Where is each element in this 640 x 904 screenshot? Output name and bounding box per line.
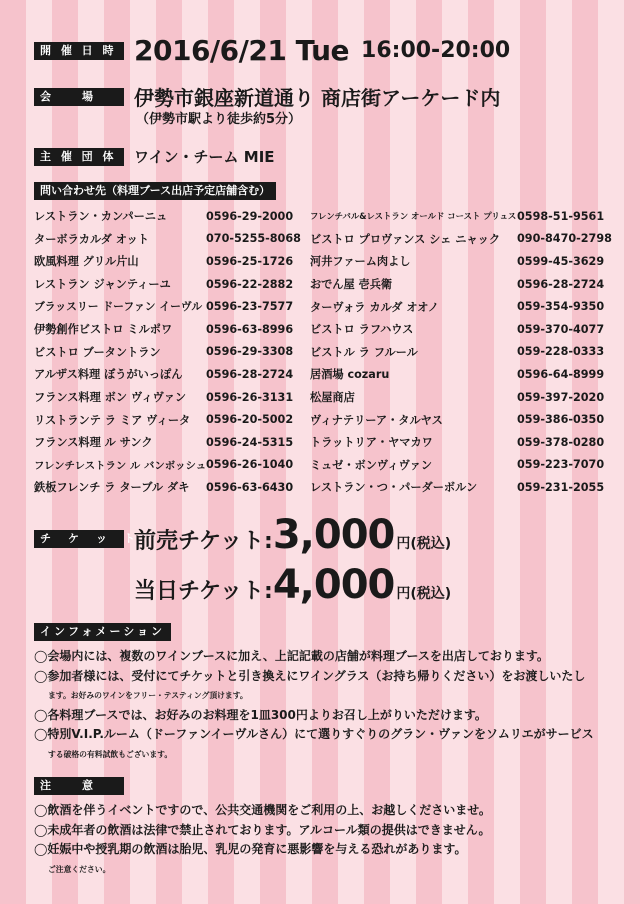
contact-name: ビストロ ブータントラン bbox=[34, 345, 161, 359]
contact-phone: 0596-20-5002 bbox=[206, 413, 294, 427]
contact-phone: 0596-29-3308 bbox=[206, 345, 294, 359]
information-label: インフォメーション bbox=[34, 623, 171, 641]
contact-row bbox=[34, 205, 614, 228]
notes-item-line: ◯妊娠中や授乳期の飲酒は胎児、乳児の発育に悪影響を与える恐れがあります。 bbox=[34, 842, 467, 857]
venue-access: （伊勢市駅より徒歩約5分） bbox=[136, 112, 302, 127]
contact-name: ミュゼ・ボンヴィヴァン bbox=[310, 458, 433, 472]
contact-name: フレンチバル&レストラン オールド コースト プリュス bbox=[310, 211, 517, 222]
information-section bbox=[34, 620, 624, 765]
contact-phone: 0596-26-1040 bbox=[206, 458, 294, 472]
information-item-line: ます。お好みのワインをフリー・テスティング頂けます。 bbox=[48, 691, 248, 701]
contact-name: 伊勢創作ビストロ ミルポワ bbox=[34, 323, 173, 337]
contact-phone: 0596-29-2000 bbox=[206, 209, 294, 223]
contact-phone: 0596-28-2724 bbox=[206, 367, 294, 381]
contact-name: ブラッスリー ドーファン イーヴル bbox=[34, 300, 203, 314]
door-ticket-label: 当日チケット: bbox=[134, 579, 273, 604]
contact-name: フランス料理 ボン ヴィヴァン bbox=[34, 391, 187, 405]
contact-row bbox=[34, 431, 614, 454]
contact-row bbox=[34, 295, 614, 318]
contact-row bbox=[34, 228, 614, 251]
contact-phone: 059-386-0350 bbox=[517, 413, 605, 427]
advance-ticket bbox=[34, 512, 451, 558]
information-item bbox=[34, 667, 624, 706]
advance-ticket-price: 3,000 bbox=[272, 512, 395, 558]
event-time: 16:00-20:00 bbox=[361, 38, 511, 63]
notes-item bbox=[34, 801, 624, 821]
information-item-line: ◯会場内には、複数のワインブースに加え、上記記載の店舗が料理ブースを出店しております。 bbox=[34, 649, 549, 663]
contact-name: アルザス料理 ぼうがいっぽん bbox=[34, 368, 183, 382]
contact-row bbox=[34, 318, 614, 341]
door-ticket bbox=[134, 562, 451, 608]
contact-phone: 059-370-4077 bbox=[517, 322, 605, 336]
contact-phone: 059-223-7070 bbox=[517, 458, 605, 472]
contact-phone: 070-5255-8068 bbox=[206, 232, 301, 246]
contact-name: レストラン・つ・パーダーボルン bbox=[310, 481, 478, 495]
date-label: 開 催 日 時 bbox=[34, 42, 124, 60]
contact-phone: 059-354-9350 bbox=[517, 300, 605, 314]
information-item-line: する破格の有料試飲もございます。 bbox=[48, 749, 173, 759]
contact-name: 居酒場 cozaru bbox=[310, 368, 390, 382]
contact-phone: 0596-25-1726 bbox=[206, 254, 294, 268]
event-date: 2016/6/21 Tue bbox=[134, 34, 350, 67]
contact-name: ビストロ ラフハウス bbox=[310, 323, 414, 337]
contact-name: 河井ファーム肉よし bbox=[310, 255, 411, 269]
information-item-line: ◯参加者様には、受付にてチケットと引き換えにワイングラス（お持ち帰りください）をお渡しいたし bbox=[34, 668, 586, 683]
contact-row bbox=[34, 273, 614, 296]
notes-item bbox=[34, 821, 624, 841]
contact-phone: 0596-24-5315 bbox=[206, 435, 294, 449]
contact-phone: 0599-45-3629 bbox=[517, 254, 605, 268]
contacts-label: 問い合わせ先（料理ブース出店予定店舗含む） bbox=[34, 182, 276, 200]
contact-phone: 0596-63-6430 bbox=[206, 480, 294, 494]
door-ticket-price: 4,000 bbox=[272, 562, 395, 608]
contact-phone: 0596-28-2724 bbox=[517, 277, 605, 291]
contact-phone: 059-231-2055 bbox=[517, 480, 605, 494]
organizer-row bbox=[34, 146, 275, 167]
contact-phone: 090-8470-2798 bbox=[517, 232, 612, 246]
contact-row bbox=[34, 454, 614, 477]
contact-name: ターヴォラ カルダ オオノ bbox=[310, 300, 439, 314]
contact-phone: 059-397-2020 bbox=[517, 390, 605, 404]
notes-item-line: ご注意ください。 bbox=[48, 864, 111, 874]
contacts-list bbox=[34, 205, 614, 499]
contact-phone: 0596-23-7577 bbox=[206, 300, 294, 314]
door-ticket-unit: 円(税込) bbox=[396, 586, 452, 602]
contact-phone: 059-378-0280 bbox=[517, 435, 605, 449]
notes-item-line: ◯飲酒を伴うイベントですので、公共交通機関をご利用の上、お越しくださいませ。 bbox=[34, 803, 491, 817]
contact-name: ターボラカルダ オット bbox=[34, 232, 149, 246]
contact-row bbox=[34, 363, 614, 386]
venue-label: 会 場 bbox=[34, 88, 124, 106]
venue-name: 伊勢市銀座新道通り 商店街アーケード内 bbox=[134, 86, 501, 110]
advance-ticket-label: 前売チケット: bbox=[134, 529, 273, 554]
contact-phone: 0596-26-3131 bbox=[206, 390, 294, 404]
information-item bbox=[34, 647, 624, 667]
notes-list bbox=[34, 801, 624, 879]
information-item-line: ◯各料理ブースでは、お好みのお料理を1皿300円よりお召し上がりいただけます。 bbox=[34, 707, 487, 722]
information-item-line: ◯特別V.I.P.ルーム（ドーファンイーヴルさん）にて選りすぐりのグラン・ヴァンをソムリエがサービス bbox=[34, 727, 594, 742]
contact-name: ヴィナテリーア・タルヤス bbox=[310, 413, 443, 427]
contact-name: ビストロ プロヴァンス シェ ニャック bbox=[310, 232, 501, 246]
contact-phone: 0596-22-2882 bbox=[206, 277, 294, 291]
contact-name: おでん屋 壱兵衛 bbox=[310, 278, 393, 292]
contact-phone: 0598-51-9561 bbox=[517, 209, 605, 223]
organizer-name: ワイン・チーム MIE bbox=[134, 148, 275, 166]
contact-row bbox=[34, 341, 614, 364]
contact-name: 松屋商店 bbox=[310, 391, 355, 405]
contact-phone: 059-228-0333 bbox=[517, 345, 605, 359]
contacts-header bbox=[34, 182, 276, 200]
tickets-label: チ ケ ッ ト bbox=[34, 530, 124, 548]
information-item bbox=[34, 725, 624, 764]
notes-item-line: ◯未成年者の飲酒は法律で禁止されております。アルコール類の提供はできません。 bbox=[34, 822, 491, 837]
organizer-label: 主 催 団 体 bbox=[34, 148, 124, 166]
contact-name: 欧風料理 グリル片山 bbox=[34, 255, 139, 269]
contact-name: フレンチレストラン ル バンボッシュ bbox=[34, 460, 206, 473]
contact-phone: 0596-64-8999 bbox=[517, 367, 605, 381]
advance-ticket-unit: 円(税込) bbox=[396, 536, 452, 552]
contact-row bbox=[34, 476, 614, 499]
notes-label: 注 意 bbox=[34, 777, 124, 795]
contact-name: レストラン・カンパーニュ bbox=[34, 210, 168, 224]
contact-row bbox=[34, 250, 614, 273]
contact-name: フランス料理 ル サンク bbox=[34, 436, 153, 450]
contact-name: ビストル ラ フルール bbox=[310, 345, 418, 359]
contact-name: 鉄板フレンチ ラ ターブル ダキ bbox=[34, 481, 190, 495]
information-item bbox=[34, 706, 624, 726]
date-row bbox=[34, 34, 510, 67]
contact-row bbox=[34, 408, 614, 431]
notes-section bbox=[34, 774, 624, 879]
information-list bbox=[34, 647, 624, 765]
contact-name: レストラン ジャンティーユ bbox=[34, 278, 171, 292]
venue-row bbox=[34, 82, 500, 111]
contact-name: リストランテ ラ ミア ヴィータ bbox=[34, 413, 191, 427]
contact-phone: 0596-63-8996 bbox=[206, 322, 294, 336]
notes-item bbox=[34, 840, 624, 879]
contact-row bbox=[34, 386, 614, 409]
contact-name: トラットリア・ヤマカワ bbox=[310, 436, 433, 450]
